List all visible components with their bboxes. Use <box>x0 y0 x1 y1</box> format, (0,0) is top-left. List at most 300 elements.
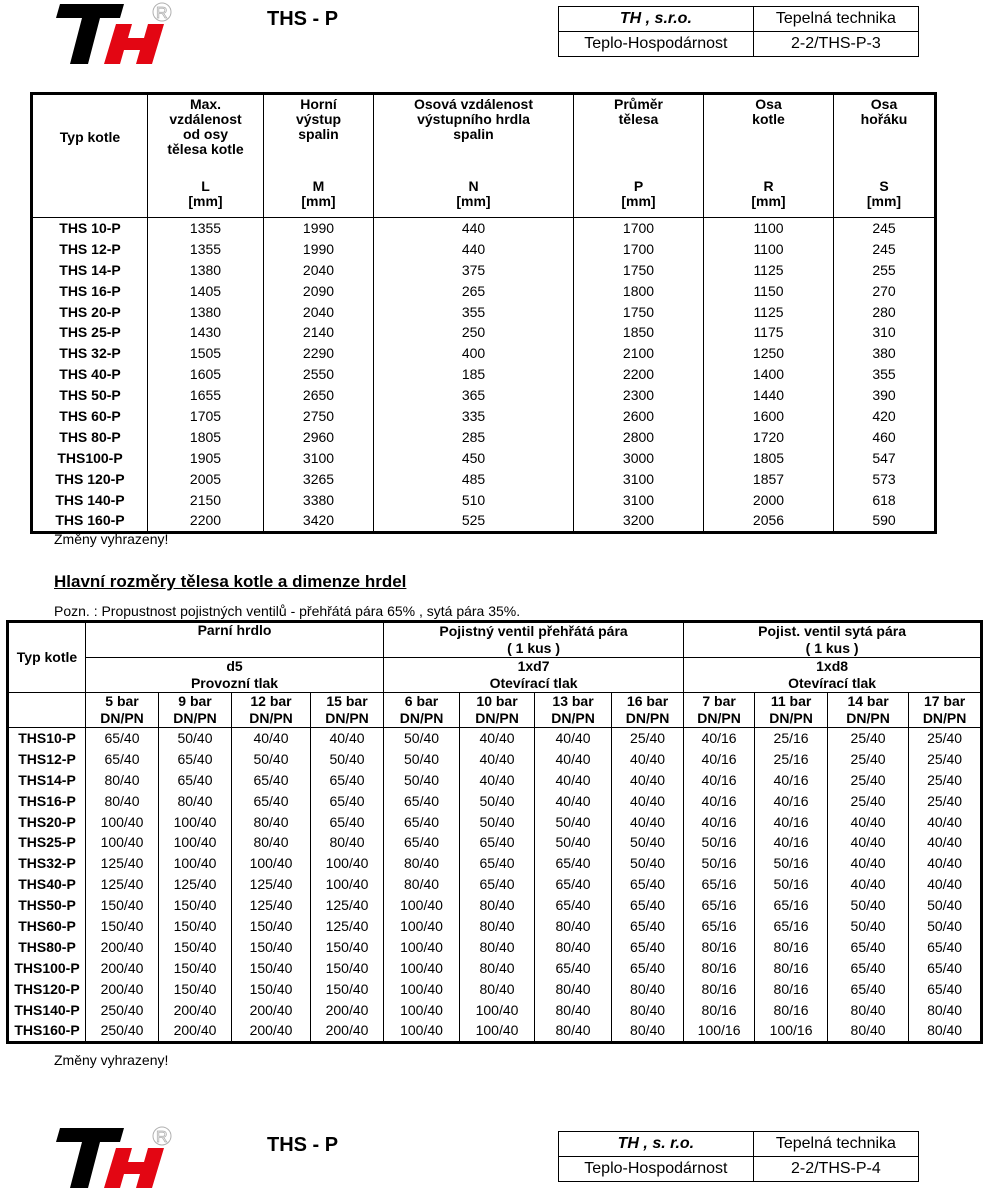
boiler-type-cell: THS100-P <box>57 449 123 466</box>
boiler-type-cell: THS100-P <box>14 959 80 976</box>
table-row <box>8 916 982 937</box>
table-cell: 40/40 <box>909 832 982 853</box>
table-cell: 50/40 <box>828 895 909 916</box>
col-symbol-m: M [mm] <box>264 177 374 218</box>
table-cell: 1905 <box>148 448 264 469</box>
table-cell: 420 <box>834 406 936 427</box>
table-cell: 150/40 <box>311 958 384 979</box>
table-cell: 65/40 <box>828 979 909 1000</box>
table-row <box>8 979 982 1000</box>
table-cell: 1700 <box>574 239 704 260</box>
table-cell: 100/16 <box>684 1020 755 1042</box>
table-cell: 100/40 <box>311 874 384 895</box>
table-cell: 100/40 <box>384 1000 460 1021</box>
table-cell: 80/40 <box>232 832 311 853</box>
boiler-type-cell: THS14-P <box>18 771 76 788</box>
table-cell: 65/40 <box>232 770 311 791</box>
table-cell: 80/40 <box>828 1020 909 1042</box>
boiler-type-cell: THS50-P <box>18 897 76 914</box>
group-subtitle-saturated-valve: ( 1 kus ) <box>684 640 982 658</box>
boiler-type-cell: THS 16-P <box>59 282 121 299</box>
table-cell: 280 <box>834 302 936 323</box>
table-cell: 250 <box>374 322 574 343</box>
table-cell: 2600 <box>574 406 704 427</box>
table-cell: 80/40 <box>612 1020 684 1042</box>
table-cell: 1750 <box>574 302 704 323</box>
table-cell: 65/40 <box>535 853 612 874</box>
table-cell: 547 <box>834 448 936 469</box>
col-header-p: Průměr tělesa <box>574 94 704 178</box>
table-cell: 80/40 <box>460 937 535 958</box>
boiler-type-cell: THS 120-P <box>55 470 125 487</box>
table-cell: 1125 <box>704 302 834 323</box>
table-cell: 25/16 <box>755 749 828 770</box>
table-cell: 65/40 <box>535 874 612 895</box>
table-cell: 200/40 <box>159 1020 232 1042</box>
boiler-type-cell: THS 160-P <box>55 512 125 529</box>
table-cell: 440 <box>374 239 574 260</box>
table-row <box>32 364 936 385</box>
table-cell: 1100 <box>704 239 834 260</box>
group-size-steam-nozzle: d5 <box>86 658 384 676</box>
table-cell: 50/40 <box>909 916 982 937</box>
table-cell: 335 <box>374 406 574 427</box>
boiler-type-cell: THS160-P <box>14 1022 80 1039</box>
pressure-header: 9 bar <box>159 693 232 711</box>
pressure-header: 16 bar <box>612 693 684 711</box>
table-cell: 1505 <box>148 343 264 364</box>
table-cell: 150/40 <box>86 895 159 916</box>
table-cell: 65/40 <box>159 770 232 791</box>
table-row <box>8 958 982 979</box>
table-cell: 80/40 <box>86 770 159 791</box>
table-cell: 2056 <box>704 510 834 532</box>
table-cell: 65/40 <box>384 832 460 853</box>
table-cell: 1850 <box>574 322 704 343</box>
boiler-type-cell: THS16-P <box>18 792 76 809</box>
table-cell: 80/40 <box>909 1000 982 1021</box>
table-cell: 185 <box>374 364 574 385</box>
table-cell: 1805 <box>148 427 264 448</box>
table-cell: 50/16 <box>755 853 828 874</box>
table-cell: 80/40 <box>828 1000 909 1021</box>
boiler-type-cell: THS 40-P <box>59 366 121 383</box>
table-cell: 2290 <box>264 343 374 364</box>
changes-reserved-note: Změny vyhrazeny! <box>54 531 169 547</box>
table-cell: 100/40 <box>232 853 311 874</box>
boiler-type-cell: THS60-P <box>18 917 76 934</box>
col-header-s: Osa hořáku <box>834 94 936 178</box>
type-header: Typ kotle <box>59 128 121 145</box>
table-cell: 25/40 <box>828 791 909 812</box>
boiler-type-cell: THS 10-P <box>59 219 121 236</box>
table-row <box>8 812 982 833</box>
table-row <box>32 218 936 239</box>
table-cell: 65/40 <box>612 937 684 958</box>
table-cell: 40/40 <box>232 728 311 749</box>
table-row <box>32 406 936 427</box>
table-cell: 65/40 <box>159 749 232 770</box>
th-logo <box>52 0 176 66</box>
table-row <box>32 239 936 260</box>
table-cell: 125/40 <box>159 874 232 895</box>
pressure-header: 12 bar <box>232 693 311 711</box>
unit-header: DN/PN <box>535 710 612 728</box>
pressure-row-spacer <box>8 693 86 711</box>
unit-header: DN/PN <box>684 710 755 728</box>
table-cell: 1800 <box>574 281 704 302</box>
pressure-header: 11 bar <box>755 693 828 711</box>
table-cell: 80/40 <box>159 791 232 812</box>
table-cell: 50/40 <box>460 791 535 812</box>
boiler-type-cell: THS140-P <box>14 1001 80 1018</box>
table-cell: 400 <box>374 343 574 364</box>
group-subtitle-superheated-valve: ( 1 kus ) <box>384 640 684 658</box>
table-cell: 50/40 <box>159 728 232 749</box>
unit-row-spacer <box>8 710 86 728</box>
table-cell: 65/40 <box>86 728 159 749</box>
table-cell: 1175 <box>704 322 834 343</box>
table-cell: 40/16 <box>755 770 828 791</box>
table-cell: 65/40 <box>612 916 684 937</box>
table-cell: 1380 <box>148 302 264 323</box>
department-bottom: Tepelná technika <box>753 1132 918 1157</box>
table-cell: 80/16 <box>755 937 828 958</box>
table-cell: 2550 <box>264 364 374 385</box>
table-cell: 2150 <box>148 490 264 511</box>
table-cell: 150/40 <box>232 937 311 958</box>
table-cell: 40/40 <box>612 791 684 812</box>
changes-reserved-note-2: Změny vyhrazeny! <box>54 1052 169 1068</box>
page-code-bottom: 2-2/THS-P-4 <box>753 1157 918 1182</box>
table-cell: 355 <box>374 302 574 323</box>
table-row <box>8 853 982 874</box>
table-cell: 40/16 <box>755 791 828 812</box>
table-cell: 50/40 <box>460 812 535 833</box>
table-cell: 365 <box>374 385 574 406</box>
table-cell: 200/40 <box>311 1000 384 1021</box>
table-cell: 100/40 <box>159 853 232 874</box>
footer-info-box <box>558 1131 919 1182</box>
table-cell: 40/16 <box>684 812 755 833</box>
table-cell: 573 <box>834 469 936 490</box>
table-cell: 80/40 <box>232 812 311 833</box>
group-size-saturated-valve: 1xd8 <box>684 658 982 676</box>
boiler-type-cell: THS 80-P <box>59 428 121 445</box>
pressure-header: 10 bar <box>460 693 535 711</box>
boiler-type-cell: THS120-P <box>14 980 80 997</box>
table-cell: 2650 <box>264 385 374 406</box>
table-cell: 65/40 <box>460 832 535 853</box>
company-name: TH , s.r.o. <box>559 7 754 32</box>
table-cell: 100/40 <box>159 832 232 853</box>
col-header-l: Max. vzdálenost od osy tělesa kotle <box>148 94 264 178</box>
table-cell: 40/40 <box>535 791 612 812</box>
boiler-type-cell: THS 14-P <box>59 261 121 278</box>
table-cell: 25/40 <box>909 749 982 770</box>
table-cell: 65/40 <box>535 958 612 979</box>
table-cell: 3100 <box>574 469 704 490</box>
table-cell: 2750 <box>264 406 374 427</box>
page-code: 2-2/THS-P-3 <box>753 32 918 57</box>
group-pressure-label-saturated-valve: Otevírací tlak <box>684 675 982 693</box>
table-cell: 65/40 <box>384 791 460 812</box>
table-cell: 40/40 <box>909 812 982 833</box>
table-cell: 65/40 <box>612 895 684 916</box>
boiler-type-cell: THS80-P <box>18 938 76 955</box>
table-cell: 80/16 <box>684 937 755 958</box>
table-cell: 100/40 <box>384 979 460 1000</box>
table-cell: 40/40 <box>828 812 909 833</box>
boiler-type-cell: THS20-P <box>18 813 76 830</box>
table-cell: 1355 <box>148 218 264 239</box>
table-row <box>32 260 936 281</box>
table-cell: 250/40 <box>86 1020 159 1042</box>
table-cell: 50/40 <box>535 832 612 853</box>
header-info-box <box>558 6 919 57</box>
table-cell: 80/40 <box>384 853 460 874</box>
table-cell: 80/40 <box>311 832 384 853</box>
type-header-spacer <box>32 177 148 218</box>
table-row <box>8 937 982 958</box>
table-cell: 1805 <box>704 448 834 469</box>
table-cell: 125/40 <box>311 916 384 937</box>
table-cell: 25/40 <box>828 749 909 770</box>
table-cell: 510 <box>374 490 574 511</box>
table-cell: 65/40 <box>612 958 684 979</box>
table-cell: 200/40 <box>86 979 159 1000</box>
table-cell: 65/40 <box>232 791 311 812</box>
table-row <box>32 385 936 406</box>
table-cell: 200/40 <box>86 958 159 979</box>
table-cell: 100/40 <box>384 1020 460 1042</box>
table-row <box>8 770 982 791</box>
table-cell: 1150 <box>704 281 834 302</box>
table-cell: 125/40 <box>86 853 159 874</box>
table-cell: 618 <box>834 490 936 511</box>
table-cell: 65/40 <box>311 770 384 791</box>
table-cell: 1430 <box>148 322 264 343</box>
table-cell: 3000 <box>574 448 704 469</box>
table-cell: 80/16 <box>684 958 755 979</box>
table-cell: 1380 <box>148 260 264 281</box>
table-cell: 2800 <box>574 427 704 448</box>
unit-header: DN/PN <box>612 710 684 728</box>
table-cell: 150/40 <box>232 916 311 937</box>
table-row <box>8 832 982 853</box>
table-cell: 50/40 <box>612 832 684 853</box>
table-row <box>8 728 982 749</box>
table-cell: 2200 <box>148 510 264 532</box>
table-cell: 50/40 <box>384 749 460 770</box>
document-title-bottom: THS - P <box>267 1134 339 1156</box>
table-cell: 65/40 <box>535 895 612 916</box>
department: Tepelná technika <box>753 7 918 32</box>
table-cell: 460 <box>834 427 936 448</box>
table-cell: 40/40 <box>828 832 909 853</box>
table-cell: 80/16 <box>755 979 828 1000</box>
table-cell: 3380 <box>264 490 374 511</box>
table-cell: 1655 <box>148 385 264 406</box>
table-cell: 200/40 <box>311 1020 384 1042</box>
table-cell: 40/40 <box>909 853 982 874</box>
table-cell: 40/40 <box>909 874 982 895</box>
table-cell: 1440 <box>704 385 834 406</box>
table-cell: 80/40 <box>535 1000 612 1021</box>
table-cell: 1405 <box>148 281 264 302</box>
table-cell: 1125 <box>704 260 834 281</box>
table-cell: 65/40 <box>86 749 159 770</box>
group-title-saturated-valve: Pojist. ventil sytá pára <box>684 622 982 641</box>
table-cell: 2040 <box>264 260 374 281</box>
table-cell: 250/40 <box>86 1000 159 1021</box>
table-cell: 1400 <box>704 364 834 385</box>
table-cell: 100/40 <box>384 895 460 916</box>
pressure-header: 7 bar <box>684 693 755 711</box>
table-cell: 65/40 <box>909 937 982 958</box>
table-cell: 50/40 <box>612 853 684 874</box>
table-cell: 80/40 <box>460 979 535 1000</box>
table-cell: 310 <box>834 322 936 343</box>
table-row <box>32 510 936 532</box>
table-cell: 40/16 <box>684 770 755 791</box>
dimensions-table <box>30 92 937 534</box>
table-cell: 40/40 <box>828 874 909 895</box>
table-cell: 3265 <box>264 469 374 490</box>
unit-header: DN/PN <box>755 710 828 728</box>
boiler-type-cell: THS40-P <box>18 876 76 893</box>
table-cell: 590 <box>834 510 936 532</box>
table-cell: 100/40 <box>86 812 159 833</box>
table-cell: 40/16 <box>684 728 755 749</box>
boiler-type-cell: THS 32-P <box>59 345 121 362</box>
table-cell: 65/40 <box>828 958 909 979</box>
table-cell: 1355 <box>148 239 264 260</box>
table-cell: 40/16 <box>755 812 828 833</box>
table-row <box>32 281 936 302</box>
table-row <box>32 427 936 448</box>
table-cell: 100/40 <box>311 853 384 874</box>
table-cell: 100/16 <box>755 1020 828 1042</box>
table-cell: 65/16 <box>755 916 828 937</box>
table-cell: 2200 <box>574 364 704 385</box>
table-cell: 200/40 <box>159 1000 232 1021</box>
table-cell: 40/40 <box>535 728 612 749</box>
table-cell: 200/40 <box>232 1020 311 1042</box>
table-cell: 1990 <box>264 218 374 239</box>
table-cell: 80/16 <box>684 1000 755 1021</box>
table-cell: 150/40 <box>159 958 232 979</box>
th-logo-bottom <box>52 1124 176 1190</box>
table-cell: 125/40 <box>232 895 311 916</box>
table-cell: 80/40 <box>384 874 460 895</box>
boiler-type-cell: THS12-P <box>18 750 76 767</box>
table-cell: 65/16 <box>684 874 755 895</box>
table-cell: 380 <box>834 343 936 364</box>
nozzle-table <box>6 620 983 1044</box>
table-cell: 1720 <box>704 427 834 448</box>
table-cell: 125/40 <box>232 874 311 895</box>
table-row <box>32 490 936 511</box>
company-full-name-bottom: Teplo-Hospodárnost <box>559 1157 754 1182</box>
table-cell: 50/16 <box>755 874 828 895</box>
table-cell: 80/40 <box>535 1020 612 1042</box>
table-cell: 40/16 <box>755 832 828 853</box>
table-cell: 80/16 <box>684 979 755 1000</box>
table-cell: 355 <box>834 364 936 385</box>
table-row <box>32 302 936 323</box>
table-cell: 50/16 <box>684 853 755 874</box>
unit-header: DN/PN <box>159 710 232 728</box>
boiler-type-cell: THS 140-P <box>55 491 125 508</box>
table-row <box>8 791 982 812</box>
boiler-type-cell: THS 25-P <box>59 324 121 341</box>
table-cell: 100/40 <box>159 812 232 833</box>
table-cell: 200/40 <box>232 1000 311 1021</box>
table-cell: 100/40 <box>384 958 460 979</box>
table-cell: 40/40 <box>612 770 684 791</box>
table-cell: 125/40 <box>311 895 384 916</box>
table-cell: 100/40 <box>384 916 460 937</box>
table-cell: 40/16 <box>684 791 755 812</box>
boiler-type-cell: THS10-P <box>18 729 76 746</box>
table-cell: 150/40 <box>232 979 311 1000</box>
table-cell: 80/40 <box>460 895 535 916</box>
boiler-type-cell: THS 60-P <box>59 407 121 424</box>
table-cell: 1705 <box>148 406 264 427</box>
table-cell: 2090 <box>264 281 374 302</box>
table-cell: 3200 <box>574 510 704 532</box>
registered-mark-bottom: R <box>156 1129 168 1146</box>
table-cell: 100/40 <box>384 937 460 958</box>
table-cell: 65/40 <box>311 812 384 833</box>
col-symbol-r: R [mm] <box>704 177 834 218</box>
table-cell: 25/40 <box>909 728 982 749</box>
table-cell: 40/40 <box>460 728 535 749</box>
table-cell: 80/40 <box>909 1020 982 1042</box>
table-cell: 2300 <box>574 385 704 406</box>
table-cell: 255 <box>834 260 936 281</box>
company-full-name: Teplo-Hospodárnost <box>559 32 754 57</box>
boiler-type-cell: THS 12-P <box>59 240 121 257</box>
table-cell: 1605 <box>148 364 264 385</box>
registered-mark: R <box>156 5 168 22</box>
table-cell: 245 <box>834 239 936 260</box>
table-cell: 80/16 <box>755 1000 828 1021</box>
table-cell: 80/40 <box>86 791 159 812</box>
table-cell: 80/40 <box>612 1000 684 1021</box>
table-cell: 80/40 <box>535 937 612 958</box>
nozzle-type-header: Typ kotle <box>16 649 78 665</box>
table-cell: 100/40 <box>460 1000 535 1021</box>
table-cell: 150/40 <box>159 979 232 1000</box>
table-cell: 2100 <box>574 343 704 364</box>
boiler-type-cell: THS25-P <box>18 834 76 851</box>
table-cell: 1700 <box>574 218 704 239</box>
table-cell: 50/40 <box>232 749 311 770</box>
table-cell: 80/40 <box>535 916 612 937</box>
table-cell: 100/40 <box>460 1020 535 1042</box>
table-cell: 25/40 <box>909 791 982 812</box>
boiler-type-cell: THS 20-P <box>59 303 121 320</box>
table-cell: 65/40 <box>612 874 684 895</box>
table-cell: 50/40 <box>909 895 982 916</box>
table-cell: 80/40 <box>460 958 535 979</box>
table-cell: 40/40 <box>535 749 612 770</box>
table-cell: 80/40 <box>612 979 684 1000</box>
group-title-steam-nozzle: Parní hrdlo <box>86 622 384 658</box>
table-row <box>8 1020 982 1042</box>
